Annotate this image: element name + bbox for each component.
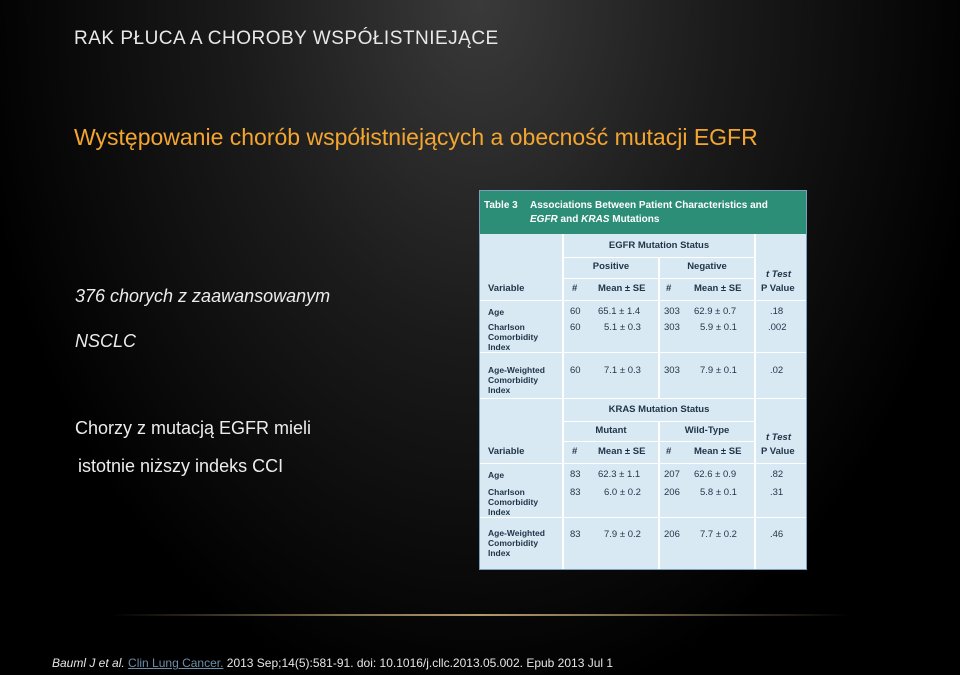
kras-col-ttest: t Test (766, 432, 791, 443)
egfr-group-positive: Positive (592, 261, 630, 272)
kras-cell: 206 (664, 487, 680, 498)
egfr-cell: 303 (664, 306, 680, 317)
egfr-cell: 5.1 ± 0.3 (604, 322, 641, 333)
kras-cell: 7.7 ± 0.2 (700, 529, 737, 540)
egfr-cell: 5.9 ± 0.1 (700, 322, 737, 333)
caption-part1: Associations Between Patient Characteristics and (530, 200, 768, 211)
egfr-col-mean2: Mean ± SE (694, 283, 742, 294)
egfr-cell: .02 (770, 365, 784, 376)
egfr-col-pvalue: P Value (761, 283, 795, 294)
citation-details: 2013 Sep;14(5):581-91. doi: 10.1016/j.cllc.2013.05.002. Epub 2013 Jul 1 (223, 656, 614, 670)
kras-col-variable: Variable (488, 446, 525, 457)
egfr-col-variable: Variable (488, 283, 525, 294)
egfr-cell: 7.9 ± 0.1 (700, 365, 737, 376)
caption-kras: KRAS (581, 214, 610, 225)
egfr-group-negative: Negative (687, 261, 727, 272)
egfr-cell: 303 (664, 365, 680, 376)
kras-row-label: Age (488, 470, 505, 480)
kras-col-n1: # (572, 446, 578, 457)
egfr-cell: 7.1 ± 0.3 (604, 365, 641, 376)
egfr-col-mean1: Mean ± SE (598, 283, 646, 294)
egfr-cell: 65.1 ± 1.4 (598, 306, 641, 317)
kras-cell: 5.8 ± 0.1 (700, 487, 737, 498)
kras-cell: 83 (570, 487, 581, 498)
kras-cell: 83 (570, 529, 581, 540)
kras-group-wildtype: Wild-Type (684, 425, 730, 436)
kras-section (480, 399, 806, 569)
egfr-cell: .18 (770, 306, 784, 317)
kras-cell: 83 (570, 469, 581, 480)
egfr-col-n2: # (666, 283, 672, 294)
egfr-section (480, 234, 806, 399)
egfr-cell: 60 (570, 306, 581, 317)
egfr-col-ttest: t Test (766, 269, 791, 280)
table-tag: Table 3 (484, 200, 518, 211)
comorbidity-table (479, 190, 807, 570)
kras-cell: 62.6 ± 0.9 (694, 469, 737, 480)
caption-egfr: EGFR (530, 214, 558, 225)
egfr-cell: 62.9 ± 0.7 (694, 306, 737, 317)
egfr-cell: .002 (768, 322, 787, 333)
text-line-4: istotnie niższy indeks CCI (78, 456, 284, 476)
egfr-row-label: Age-Weighted Comorbidity Index (488, 365, 545, 395)
kras-col-pvalue: P Value (761, 446, 795, 457)
egfr-cell: 303 (664, 322, 680, 333)
kras-cell: .31 (770, 487, 784, 498)
kras-cell: 206 (664, 529, 680, 540)
citation-authors: Bauml J et al. (52, 656, 125, 670)
kras-col-n2: # (666, 446, 672, 457)
kras-group-mutant: Mutant (595, 425, 627, 436)
egfr-cell: 60 (570, 322, 581, 333)
kras-section-title: KRAS Mutation Status (608, 404, 710, 415)
slide-header: RAK PŁUCA A CHOROBY WSPÓŁISTNIEJĄCE (74, 28, 499, 49)
egfr-cell: 60 (570, 365, 581, 376)
egfr-row-label: Charlson Comorbidity Index (488, 322, 539, 352)
kras-cell: .82 (770, 469, 784, 480)
egfr-col-n1: # (572, 283, 578, 294)
text-line-3: Chorzy z mutacją EGFR mieli (75, 418, 312, 438)
kras-row-label: Charlson Comorbidity Index (488, 487, 539, 517)
slide-subtitle: Występowanie chorób współistniejących a obecność mutacji EGFR (74, 124, 758, 150)
table-caption (524, 191, 806, 234)
kras-cell: 207 (664, 469, 680, 480)
kras-cell: 7.9 ± 0.2 (604, 529, 641, 540)
kras-col-mean2: Mean ± SE (694, 446, 742, 457)
citation-journal-link[interactable]: Clin Lung Cancer. (128, 656, 224, 670)
kras-col-mean1: Mean ± SE (598, 446, 646, 457)
text-line-2: NSCLC (75, 331, 137, 351)
text-line-1: 376 chorych z zaawansowanym (75, 286, 331, 306)
kras-cell: 6.0 ± 0.2 (604, 487, 641, 498)
citation (52, 656, 613, 670)
footer-divider (110, 614, 850, 616)
kras-cell: 62.3 ± 1.1 (598, 469, 641, 480)
egfr-section-title: EGFR Mutation Status (608, 240, 710, 251)
table-header (480, 191, 806, 234)
caption-and: and (557, 214, 582, 225)
kras-row-label: Age-Weighted Comorbidity Index (488, 528, 545, 558)
kras-cell: .46 (770, 529, 784, 540)
egfr-row-label: Age (488, 307, 505, 317)
caption-part2: Mutations (609, 214, 660, 225)
